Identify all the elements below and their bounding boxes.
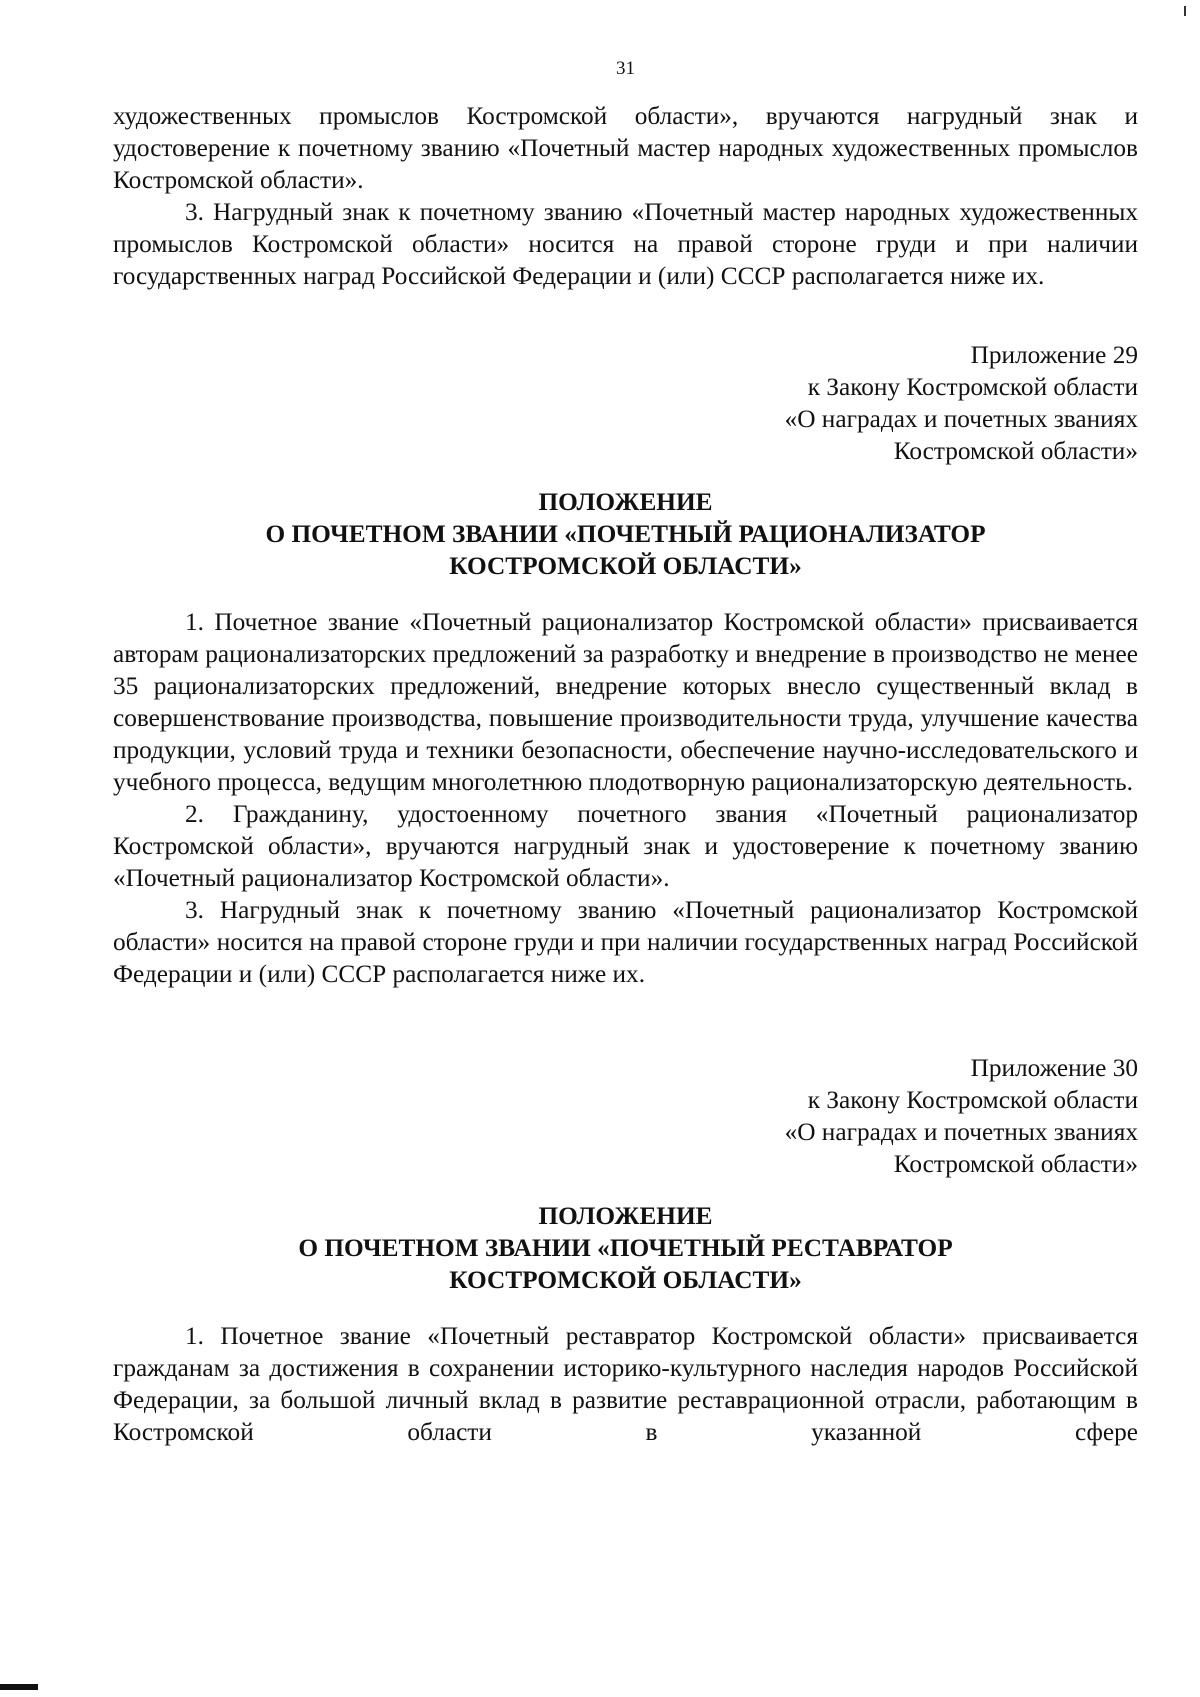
appendix-29-title: Приложение 29 <box>970 341 1138 369</box>
appendix-30-region: Костромской области» <box>893 1150 1138 1178</box>
appendix-30-law: к Закону Костромской области <box>807 1086 1138 1114</box>
section-30-body <box>113 1320 1138 1448</box>
section-29-heading-line-3: КОСТРОМСКОЙ ОБЛАСТИ» <box>449 552 802 580</box>
appendix-29-law-name: «О наградах и почетных званиях <box>784 405 1138 433</box>
page-number: 31 <box>616 58 635 79</box>
section-29-heading-line-1: ПОЛОЖЕНИЕ <box>538 488 713 516</box>
appendix-30-law-name: «О наградах и почетных званиях <box>784 1118 1138 1146</box>
section-29-paragraph-2: 2. Гражданину, удостоенному почетного звания «Почетный рационализатор Костромской области», вручаются нагрудный знак и удостоверение к почетному званию «Почетный рационализатор Костромской области». <box>113 800 1138 892</box>
section-30-paragraph-1: 1. Почетное звание «Почетный реставратор Костромской области» присваивается гражданам за достижения в сохранении историко-культурного наследия народов Российской Федерации, за большой личный вклад в развитие реставрационной отрасли, работающим в Костромской области в указанной сфере <box>113 1322 1138 1446</box>
section-30-heading-line-2: О ПОЧЕТНОМ ЗВАНИИ «ПОЧЕТНЫЙ РЕСТАВРАТОР <box>298 1234 953 1262</box>
appendix-30-title: Приложение 30 <box>970 1054 1138 1082</box>
scan-artifact-dot <box>1184 6 1186 16</box>
section-29-body <box>113 606 1138 990</box>
section-29-paragraph-1: 1. Почетное звание «Почетный рационализатор Костромской области» присваивается авторам рационализаторских предложений за разработку и внедрение в производство не менее 35 рационализаторских предложений, внедрение которых внесло существенный вклад в совершенствование производства, повышение производительности труда, улучшение качества продукции, условий труда и техники безопасности, обеспечение научно-исследовательского и учебного процесса, ведущим многолетнюю плодотворную рационализаторскую деятельность. <box>113 608 1138 796</box>
appendix-29-region: Костромской области» <box>893 437 1138 465</box>
document-page <box>113 0 1138 1697</box>
section-30-heading <box>113 1200 1138 1296</box>
section-30-heading-line-1: ПОЛОЖЕНИЕ <box>538 1202 713 1230</box>
scan-edge-mark <box>0 1684 38 1690</box>
appendix-30-reference <box>785 1052 1138 1180</box>
section-30-heading-line-3: КОСТРОМСКОЙ ОБЛАСТИ» <box>449 1266 802 1294</box>
intro-paragraph-continuation: художественных промыслов Костромской области», вручаются нагрудный знак и удостоверение к почетному званию «Почетный мастер народных художественных промыслов Костромской области». <box>113 102 1138 194</box>
section-29-heading <box>113 486 1138 582</box>
section-29-heading-line-2: О ПОЧЕТНОМ ЗВАНИИ «ПОЧЕТНЫЙ РАЦИОНАЛИЗАТОР <box>265 520 986 548</box>
intro-text <box>113 100 1138 292</box>
intro-paragraph-3: 3. Нагрудный знак к почетному званию «Почетный мастер народных художественных промыслов Костромской области» носится на правой стороне груди и при наличии государственных наград Российской Федерации и (или) СССР располагается ниже их. <box>113 198 1138 290</box>
appendix-29-law: к Закону Костромской области <box>807 373 1138 401</box>
appendix-29-reference <box>785 339 1138 467</box>
section-29-paragraph-3: 3. Нагрудный знак к почетному званию «Почетный рационализатор Костромской области» носится на правой стороне груди и при наличии государственных наград Российской Федерации и (или) СССР располагается ниже их. <box>113 896 1138 988</box>
